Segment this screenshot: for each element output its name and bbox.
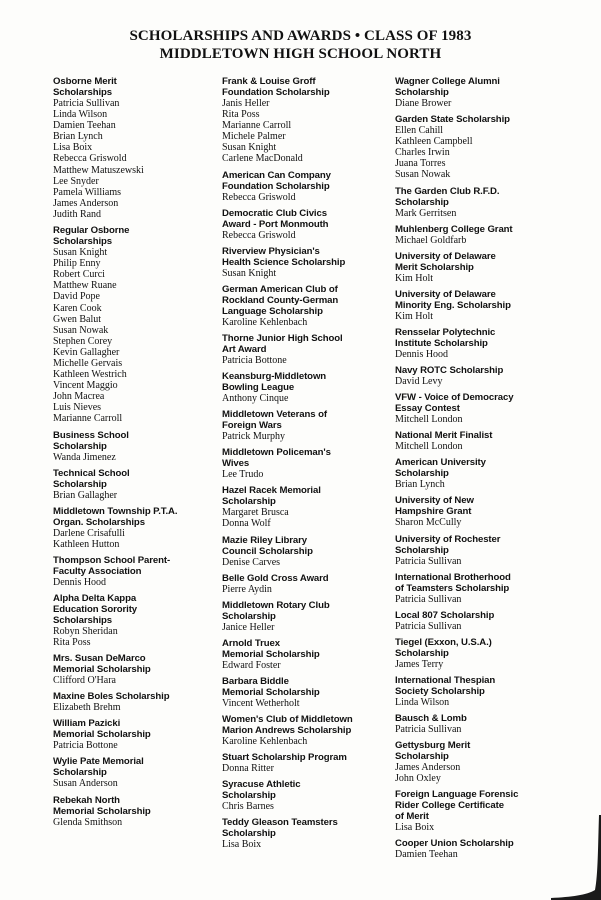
award-title (222, 676, 392, 698)
award-title-line: Art Award (222, 343, 267, 355)
recipient-name: Patrick Murphy (222, 431, 286, 443)
award-title (53, 718, 221, 740)
recipient-name: Susan Anderson (53, 778, 118, 790)
recipient-name: Patricia Sullivan (395, 555, 462, 567)
recipient-name: Mitchell London (395, 441, 463, 453)
award-title (222, 600, 392, 622)
award-entry (53, 506, 221, 550)
award-title-line: Navy ROTC Scholarship (395, 365, 504, 377)
award-title-line: Maxine Boles Scholarship (53, 691, 170, 703)
award-title-line: Health Science Scholarship (222, 256, 346, 268)
recipient-name: Damien Teehan (395, 849, 458, 861)
award-title-line: Alpha Delta Kappa (53, 593, 137, 604)
recipient-name: Patricia Sullivan (53, 98, 120, 109)
recipient-name: Kim Holt (395, 310, 434, 322)
award-entry (222, 170, 392, 203)
award-title-line: Cooper Union Scholarship (395, 838, 514, 850)
recipient-name: Patricia Sullivan (395, 593, 462, 605)
award-title-line: Regular Osborne (53, 225, 130, 237)
recipient-name: Kathleen Westrich (53, 369, 127, 381)
award-title (395, 224, 567, 235)
award-entry (395, 327, 567, 360)
award-title-line: Organ. Scholarships (53, 516, 145, 528)
award-entry (222, 208, 392, 241)
award-title-line: Wylie Pate Memorial (53, 756, 144, 768)
award-title-line: University of New (395, 495, 474, 507)
award-entry (53, 795, 221, 828)
award-title-line: Scholarship (395, 196, 449, 208)
award-title-line: Language Scholarship (222, 305, 323, 317)
award-title-line: Women's Club of Middletown (222, 713, 353, 725)
recipient-name: Linda Wilson (395, 696, 450, 708)
award-title (222, 447, 392, 469)
award-entry (222, 409, 392, 442)
column-3 (395, 76, 567, 865)
award-title-line: Belle Gold Cross Award (222, 572, 329, 584)
award-entry (53, 718, 221, 751)
award-entry (395, 392, 567, 425)
award-title-line: Stuart Scholarship Program (222, 752, 347, 764)
award-title-line: Merit Scholarship (395, 261, 474, 273)
award-title (395, 186, 567, 208)
award-title (222, 284, 392, 317)
recipient-name: Sharon McCully (395, 517, 462, 529)
award-title-line: Frank & Louise Groff (222, 76, 316, 87)
recipient-name: Rita Poss (222, 109, 260, 121)
award-title-line: Foundation Scholarship (222, 180, 330, 192)
award-title (222, 752, 392, 763)
award-title (222, 333, 392, 355)
award-title-line: Scholarships (53, 87, 113, 98)
award-title (395, 430, 567, 441)
recipient-name: James Terry (395, 658, 444, 670)
recipient-name: Gwen Balut (53, 313, 102, 325)
award-entry (53, 653, 221, 686)
column-1 (53, 76, 221, 833)
recipient-name: John Macrea (53, 391, 105, 403)
recipient-name: Lisa Boix (53, 142, 93, 154)
award-title-line: of Merit (395, 811, 429, 823)
award-title (222, 535, 392, 557)
award-title-line: Scholarship (222, 610, 276, 622)
award-title (222, 485, 392, 507)
award-title (222, 409, 392, 431)
award-title-line: Award - Port Monmouth (222, 218, 329, 230)
award-title (53, 593, 221, 626)
award-title (222, 76, 392, 98)
award-title-line: Osborne Merit (53, 76, 117, 87)
award-title-line: Scholarships (53, 615, 113, 626)
recipient-name: Dennis Hood (395, 348, 449, 360)
recipient-name: Patricia Sullivan (395, 723, 462, 735)
recipient-name: Kevin Gallagher (53, 346, 120, 358)
recipient-name: Kathleen Campbell (395, 136, 473, 148)
award-title (53, 653, 221, 675)
award-title (53, 795, 221, 817)
award-title-line: Memorial Scholarship (53, 729, 151, 741)
award-title-line: Barbara Biddle (222, 675, 289, 687)
recipient-name: Susan Nowak (53, 324, 109, 336)
award-title-line: University of Delaware (395, 250, 496, 262)
award-title-line: Scholarship (222, 496, 276, 508)
award-entry (222, 573, 392, 595)
award-entry (222, 638, 392, 671)
recipient-name: Carlene MacDonald (222, 153, 303, 165)
award-entry (395, 675, 567, 708)
recipient-name: Susan Nowak (395, 169, 451, 181)
recipient-name: Patricia Bottone (53, 740, 118, 752)
recipient-name: Rita Poss (53, 637, 91, 649)
award-title-line: Memorial Scholarship (53, 805, 151, 817)
recipient-name: Rebecca Griswold (222, 191, 296, 203)
award-title-line: Muhlenberg College Grant (395, 223, 513, 235)
award-title-line: Scholarship (53, 440, 107, 452)
award-title-line: Scholarship (395, 544, 449, 556)
recipient-name: Luis Nieves (53, 402, 102, 414)
award-title (395, 789, 567, 822)
award-title-line: Bausch & Lomb (395, 712, 467, 724)
recipient-name: Karen Cook (53, 302, 102, 314)
recipient-name: Brian Gallagher (53, 489, 118, 501)
award-entry (222, 535, 392, 568)
recipient-name: Chris Barnes (222, 801, 274, 813)
award-title-line: Middletown Veterans of (222, 409, 327, 421)
award-entry (395, 224, 567, 246)
recipient-name: James Anderson (53, 197, 119, 209)
award-entry (222, 333, 392, 366)
award-title-line: Democratic Club Civics (222, 207, 327, 219)
award-title-line: Society Scholarship (395, 685, 485, 697)
award-entry (395, 713, 567, 735)
award-title-line: Scholarship (395, 647, 449, 659)
award-title-line: Scholarships (53, 236, 113, 248)
recipient-name: Clifford O'Hara (53, 675, 116, 687)
recipient-name: Charles Irwin (395, 147, 450, 159)
award-title-line: Rebekah North (53, 794, 120, 806)
award-entry (395, 572, 567, 605)
award-title-line: Tiegel (Exxon, U.S.A.) (395, 636, 492, 648)
award-title (53, 468, 221, 490)
award-title-line: Hampshire Grant (395, 506, 472, 518)
award-title (395, 392, 567, 414)
award-entry (395, 365, 567, 387)
award-title-line: Middletown Policeman's (222, 447, 331, 459)
title-line-2: MIDDLETOWN HIGH SCHOOL NORTH (159, 46, 442, 62)
award-title-line: Mrs. Susan DeMarco (53, 653, 146, 665)
award-entry (53, 76, 221, 220)
award-title-line: Thorne Junior High School (222, 332, 343, 344)
recipient-name: Patricia Sullivan (395, 620, 462, 632)
award-title (222, 714, 392, 736)
recipient-name: Susan Knight (222, 142, 277, 154)
recipient-name: John Oxley (395, 773, 441, 785)
award-title-line: Rockland County-German (222, 294, 339, 306)
award-title (395, 457, 567, 479)
recipient-name: Marianne Carroll (53, 413, 123, 425)
award-entry (395, 289, 567, 322)
award-title-line: Scholarship (222, 790, 276, 802)
recipient-name: Donna Ritter (222, 763, 274, 775)
recipient-name: Lee Snyder (53, 175, 99, 187)
award-title (53, 555, 221, 577)
recipient-name: Karoline Kehlenbach (222, 316, 308, 328)
award-title-line: International Thespian (395, 674, 496, 686)
award-title-line: of Teamsters Scholarship (395, 582, 510, 594)
award-title-line: German American Club of (222, 283, 338, 295)
recipient-name: Mark Gerritsen (395, 207, 457, 219)
recipient-name: Glenda Smithson (53, 816, 123, 828)
award-title-line: Mazie Riley Library (222, 534, 308, 546)
award-title-line: Scholarship (53, 478, 107, 490)
award-title-line: University of Rochester (395, 533, 501, 545)
award-title-line: Keansburg-Middletown (222, 371, 327, 383)
recipient-name: Donna Wolf (222, 518, 271, 530)
award-entry (222, 779, 392, 812)
award-entry (53, 593, 221, 648)
award-title-line: Garden State Scholarship (395, 114, 510, 126)
award-entry (395, 76, 567, 109)
award-title (222, 246, 392, 268)
award-title-line: International Brotherhood (395, 571, 511, 583)
award-title (395, 534, 567, 556)
recipient-name: Pamela Williams (53, 186, 122, 198)
award-entry (222, 284, 392, 328)
recipient-name: Lisa Boix (222, 839, 262, 851)
award-entry (395, 789, 567, 833)
award-title-line: Scholarship (53, 767, 107, 779)
award-entry (53, 430, 221, 463)
recipient-name: Susan Knight (222, 267, 277, 279)
award-entry (222, 752, 392, 774)
page-title (0, 27, 601, 63)
award-title (395, 251, 567, 273)
recipient-name: Lee Trudo (222, 469, 264, 481)
recipient-name: Vincent Maggio (53, 380, 118, 392)
award-entry (222, 447, 392, 480)
award-title (53, 76, 221, 98)
recipient-name: Michael Goldfarb (395, 234, 467, 246)
recipient-name: Patricia Bottone (222, 354, 287, 366)
award-title (53, 756, 221, 778)
award-entry (395, 186, 567, 219)
award-entry (222, 817, 392, 850)
recipient-name: Matthew Matuszewski (53, 164, 144, 176)
award-entry (222, 371, 392, 404)
recipient-name: Philip Enny (53, 258, 101, 270)
award-entry (395, 838, 567, 860)
award-title-line: Scholarship (222, 828, 276, 840)
award-entry (395, 610, 567, 632)
recipient-name: Darlene Crisafulli (53, 527, 125, 539)
award-title (222, 817, 392, 839)
award-title-line: Memorial Scholarship (53, 664, 151, 676)
recipient-name: Robyn Sheridan (53, 626, 118, 637)
recipient-name: Vincent Wetherholt (222, 697, 300, 709)
recipient-name: Denise Carves (222, 556, 281, 568)
award-title-line: Hazel Racek Memorial (222, 485, 321, 497)
award-title-line: The Garden Club R.F.D. (395, 185, 500, 197)
recipient-name: Anthony Cinque (222, 393, 289, 405)
award-title-line: Teddy Gleason Teamsters (222, 817, 338, 829)
award-title-line: Scholarship (395, 751, 449, 763)
recipient-name: Ellen Cahill (395, 125, 444, 137)
award-title-line: VFW - Voice of Democracy (395, 392, 514, 404)
award-entry (222, 76, 392, 165)
award-title-line: Scholarship (395, 87, 449, 98)
recipient-name: Kathleen Hutton (53, 538, 120, 550)
recipient-name: Damien Teehan (53, 120, 116, 132)
recipient-name: Karoline Kehlenbach (222, 735, 308, 747)
award-entry (395, 534, 567, 567)
award-entry (395, 457, 567, 490)
scan-edge-shadow (551, 815, 601, 900)
recipient-name: Matthew Ruane (53, 280, 117, 292)
award-title-line: National Merit Finalist (395, 430, 493, 442)
award-title-line: Marion Andrews Scholarship (222, 724, 352, 736)
award-title (395, 713, 567, 724)
award-title (395, 838, 567, 849)
award-title-line: Rider College Certificate (395, 800, 504, 812)
award-entry (53, 691, 221, 713)
award-entry (395, 637, 567, 670)
recipient-name: Janice Heller (222, 621, 275, 633)
award-title (222, 638, 392, 660)
award-title-line: Middletown Township P.T.A. (53, 505, 178, 517)
award-entry (222, 676, 392, 709)
award-title-line: Minority Eng. Scholarship (395, 299, 511, 311)
award-title (395, 740, 567, 762)
award-title (222, 170, 392, 192)
award-title (53, 225, 221, 247)
award-title (222, 573, 392, 584)
award-title-line: Council Scholarship (222, 545, 313, 557)
award-entry (395, 430, 567, 452)
recipient-name: Diane Brower (395, 98, 452, 109)
recipient-name: Brian Lynch (395, 479, 445, 491)
award-title-line: Wives (222, 458, 250, 470)
recipient-name: Susan Knight (53, 247, 108, 259)
award-title-line: Local 807 Scholarship (395, 609, 495, 621)
award-entry (395, 251, 567, 284)
award-title-line: American University (395, 457, 486, 469)
recipient-name: Rebecca Griswold (222, 229, 296, 241)
recipient-name: Linda Wilson (53, 109, 108, 121)
award-entry (222, 485, 392, 529)
recipient-name: Lisa Boix (395, 822, 435, 834)
award-title (222, 208, 392, 230)
recipient-name: Janis Heller (222, 98, 270, 109)
award-entry (222, 600, 392, 633)
award-entry (53, 225, 221, 425)
award-title (53, 506, 221, 528)
award-title (395, 495, 567, 517)
recipient-name: Dennis Hood (53, 576, 107, 588)
award-title (53, 430, 221, 452)
recipient-name: Edward Foster (222, 659, 281, 671)
award-entry (395, 495, 567, 528)
award-title (395, 289, 567, 311)
recipient-name: Rebecca Griswold (53, 153, 127, 165)
award-title-line: Gettysburg Merit (395, 740, 471, 752)
recipient-name: Robert Curci (53, 269, 105, 281)
recipient-name: David Pope (53, 291, 100, 303)
award-title (53, 691, 221, 702)
title-line-1: SCHOLARSHIPS AND AWARDS • CLASS OF 1983 (129, 28, 472, 44)
award-title-line: Foreign Language Forensic (395, 789, 519, 801)
recipient-name: Brian Lynch (53, 131, 103, 143)
award-title-line: Wagner College Alumni (395, 76, 500, 87)
award-entry (222, 714, 392, 747)
award-title-line: Bowling League (222, 382, 295, 394)
recipient-name: Stephen Corey (53, 335, 113, 347)
recipient-name: Kim Holt (395, 272, 434, 284)
column-2 (222, 76, 392, 855)
award-title-line: Foreign Wars (222, 420, 282, 432)
award-title-line: Memorial Scholarship (222, 686, 320, 698)
recipient-name: Judith Rand (53, 208, 102, 220)
award-title (395, 365, 567, 376)
recipient-name: Juana Torres (395, 158, 446, 170)
award-title-line: Middletown Rotary Club (222, 599, 330, 611)
award-title (395, 76, 567, 98)
award-title-line: University of Delaware (395, 288, 496, 300)
award-title (222, 371, 392, 393)
award-entry (395, 740, 567, 784)
recipient-name: Michele Palmer (222, 131, 286, 143)
award-title-line: Education Sorority (53, 604, 138, 615)
award-title-line: Syracuse Athletic (222, 779, 301, 791)
recipient-name: Marianne Carroll (222, 120, 292, 132)
award-title-line: Foundation Scholarship (222, 87, 330, 98)
award-title-line: Business School (53, 429, 129, 441)
award-title-line: Faculty Association (53, 565, 142, 577)
recipient-name: Elizabeth Brehm (53, 702, 121, 714)
award-entry (53, 468, 221, 501)
award-title-line: Thompson School Parent- (53, 554, 171, 566)
award-title (395, 572, 567, 594)
recipient-name: Pierre Aydin (222, 583, 272, 595)
award-title-line: Arnold Truex (222, 637, 280, 649)
award-title (395, 114, 567, 125)
recipient-name: Mitchell London (395, 414, 463, 426)
award-title (395, 637, 567, 659)
recipient-name: David Levy (395, 376, 443, 388)
award-title-line: American Can Company (222, 169, 331, 181)
award-entry (395, 114, 567, 180)
award-title (222, 779, 392, 801)
award-title-line: Riverview Physician's (222, 245, 320, 257)
award-entry (222, 246, 392, 279)
award-title-line: Technical School (53, 467, 130, 479)
recipient-name: Michelle Gervais (53, 357, 123, 369)
award-entry (53, 756, 221, 789)
award-title-line: Scholarship (395, 468, 449, 480)
award-title-line: Memorial Scholarship (222, 648, 320, 660)
award-title-line: Institute Scholarship (395, 337, 488, 349)
award-title (395, 327, 567, 349)
recipient-name: Wanda Jimenez (53, 451, 116, 463)
award-title-line: Essay Contest (395, 403, 460, 415)
award-entry (53, 555, 221, 588)
recipient-name: James Anderson (395, 762, 461, 774)
award-title-line: Rensselar Polytechnic (395, 326, 496, 338)
recipient-name: Margaret Brusca (222, 507, 289, 519)
award-title-line: William Pazicki (53, 718, 121, 730)
award-title (395, 610, 567, 621)
award-title (395, 675, 567, 697)
